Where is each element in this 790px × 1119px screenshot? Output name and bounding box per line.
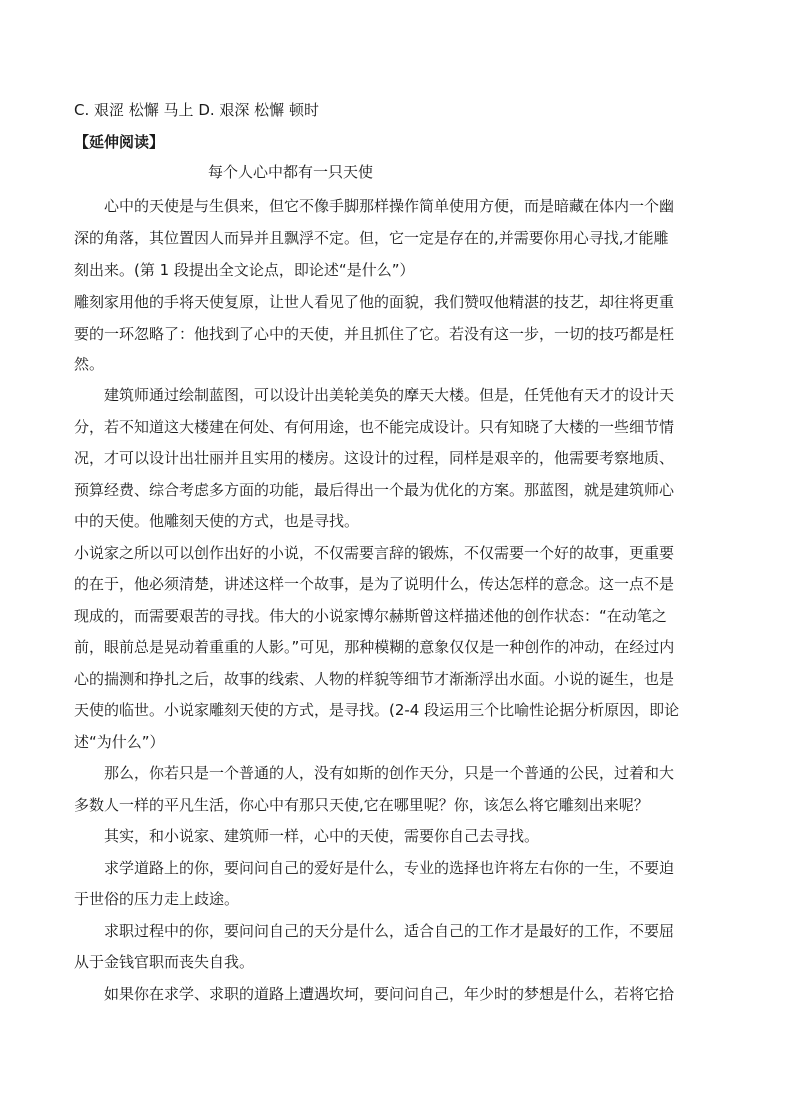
paragraph-line: 如果你在求学、求职的道路上遭遇坎坷，要问问自己，年少时的梦想是什么，若将它拾 — [104, 985, 675, 1003]
paragraph-line: 预算经费、综合考虑多方面的功能，最后得出一个最为优化的方案。那蓝图，就是建筑师心 — [74, 481, 675, 499]
paragraph-line: 述“为什么”） — [74, 733, 165, 751]
paragraph-line: 刻出来。(第 1 段提出全文论点，即论述“是什么”） — [74, 261, 415, 279]
paragraph-line: 分，若不知道这大楼建在何处、有何用途，也不能完成设计。只有知晓了大楼的一些细节情 — [74, 418, 675, 436]
paragraph-line: 现成的，而需要艰苦的寻找。伟大的小说家博尔赫斯曾这样描述他的创作状态：“在动笔之 — [74, 607, 667, 625]
paragraph-line: 于世俗的压力走上歧途。 — [74, 890, 240, 908]
paragraph-line: 建筑师通过绘制蓝图，可以设计出美轮美奂的摩天大楼。但是，任凭他有天才的设计天 — [104, 386, 675, 404]
paragraph-line: 求学道路上的你，要问问自己的爱好是什么，专业的选择也许将左右你的一生，不要迫 — [104, 859, 675, 877]
answer-options-line: C. 艰涩 松懈 马上 D. 艰深 松懈 顿时 — [74, 101, 319, 119]
paragraph-line: 然。 — [74, 355, 105, 373]
paragraph-line: 的在于，他必须清楚，讲述这样一个故事，是为了说明什么，传达怎样的意念。这一点不是 — [74, 575, 675, 593]
paragraph-line: 其实，和小说家、建筑师一样，心中的天使，需要你自己去寻找。 — [104, 827, 540, 845]
section-heading: 【延伸阅读】 — [74, 133, 165, 151]
paragraph-line: 心中的天使是与生俱来，但它不像手脚那样操作简单使用方便，而是暗藏在体内一个幽 — [104, 197, 675, 215]
paragraph-line: 心的揣测和挣扎之后，故事的线索、人物的样貌等细节才渐渐浮出水面。小说的诞生，也是 — [74, 670, 675, 688]
paragraph-line: 从于金钱官职而丧失自我。 — [74, 953, 255, 971]
paragraph-line: 多数人一样的平凡生活，你心中有那只天使,它在哪里呢？你，该怎么将它雕刻出来呢？ — [74, 796, 649, 814]
paragraph-line: 中的天使。他雕刻天使的方式，也是寻找。 — [74, 512, 360, 530]
paragraph-line: 天使的临世。小说家雕刻天使的方式，是寻找。(2-4 段运用三个比喻性论据分析原因，即论 — [74, 701, 680, 719]
paragraph-line: 深的角落，其位置因人而异并且飘浮不定。但，它一定是存在的,并需要你用心寻找,才能雕 — [74, 229, 669, 247]
paragraph-line: 求职过程中的你，要问问自己的天分是什么，适合自己的工作才是最好的工作，不要屈 — [104, 922, 675, 940]
paragraph-line: 小说家之所以可以创作出好的小说，不仅需要言辞的锻炼，不仅需要一个好的故事，更重要 — [74, 544, 675, 562]
paragraph-line: 况，才可以设计出壮丽并且实用的楼房。这设计的过程，同样是艰辛的，他需要考察地质、 — [74, 449, 675, 467]
paragraph-line: 要的一环忽略了：他找到了心中的天使，并且抓住了它。若没有这一步，一切的技巧都是枉 — [74, 325, 675, 343]
paragraph-line: 雕刻家用他的手将天使复原，让世人看见了他的面貌，我们赞叹他精湛的技艺，却往将更重 — [74, 293, 675, 311]
article-title: 每个人心中都有一只天使 — [208, 163, 374, 181]
paragraph-line: 前，眼前总是晃动着重重的人影。”可见，那种模糊的意象仅仅是一种创作的冲动，在经过内 — [74, 638, 675, 656]
paragraph-line: 那么，你若只是一个普通的人，没有如斯的创作天分，只是一个普通的公民，过着和大 — [104, 764, 675, 782]
